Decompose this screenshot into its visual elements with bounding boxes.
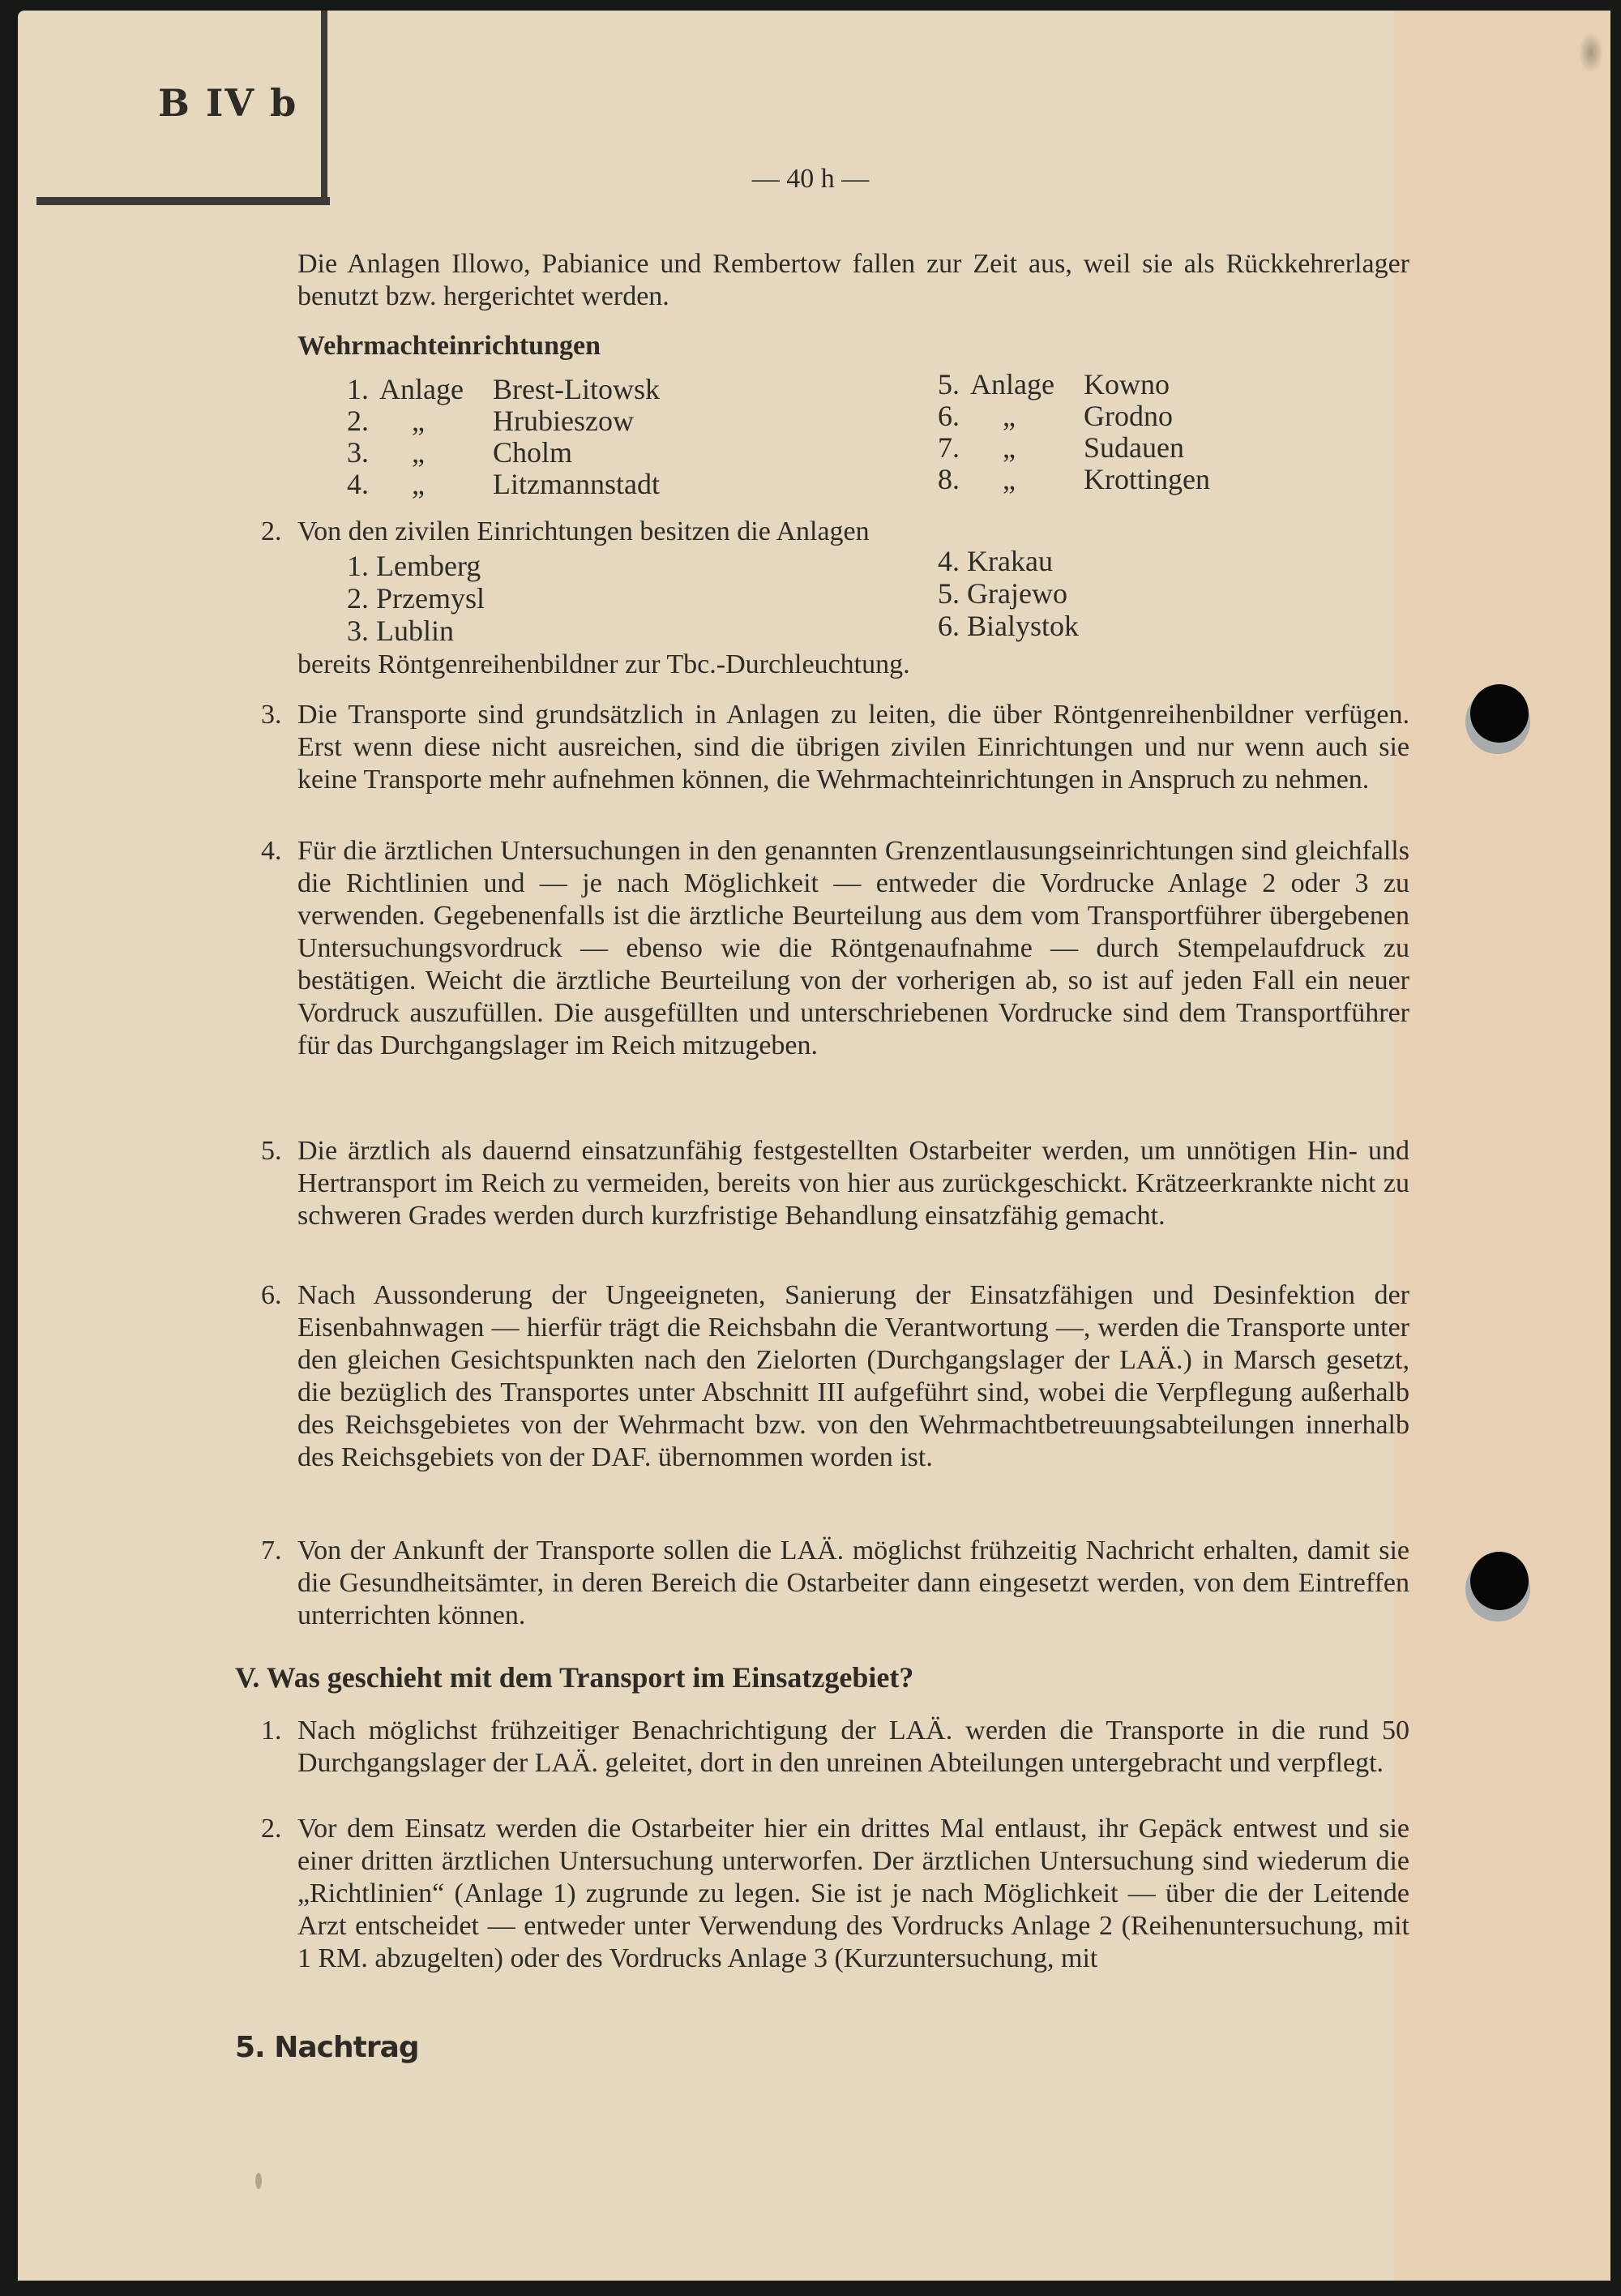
item-number: 6. — [261, 1280, 282, 1310]
civil-facility: 4. Krakau — [938, 545, 1053, 577]
item-text: Die ärztlich als dauernd einsatzunfähig festgestellten Ostarbeiter werden, um unnötigen Hin- und Hertransport im Reich zu vermeiden, bereits von hier aus zurückgeschickt. Krätzeerkrankte nicht zu schweren Grades werden durch kurzfristige Behandlung einsatzfähig gemacht. — [297, 1136, 1409, 1231]
civil-facility: 2. Przemysl — [347, 582, 485, 615]
item-name: Hrubieszow — [493, 405, 634, 437]
numbered-item-4 — [261, 835, 1409, 1062]
numbered-item-5 — [261, 1135, 1409, 1232]
punch-hole — [1470, 1552, 1529, 1610]
item-number: 2. — [261, 1814, 282, 1844]
item-kind: „ — [412, 436, 425, 469]
item-name: Grodno — [1084, 400, 1173, 432]
numbered-item-2 — [261, 516, 1409, 548]
civil-facility: 1. Lemberg — [347, 550, 481, 582]
item-number: 1. — [261, 1716, 282, 1746]
civil-facility: 3. Lublin — [347, 615, 454, 647]
item-text: Von den zivilen Einrichtungen besitzen die Anlagen — [297, 516, 870, 546]
wehrmacht-item — [938, 431, 1184, 464]
item-name: Cholm — [493, 436, 573, 469]
item-number: 3. — [347, 436, 369, 469]
item-text: Nach möglichst frühzeitiger Benachrichtigung der LAÄ. werden die Transporte in die rund 50 Durchgangslager der LAÄ. geleitet, dort in den unreinen Abteilungen untergebracht und verpflegt. — [297, 1716, 1409, 1778]
wehrmacht-item — [347, 405, 634, 437]
ink-smudge — [1579, 32, 1603, 73]
wehrmacht-item — [347, 436, 572, 469]
wehrmacht-item — [938, 368, 1170, 401]
item-number: 7. — [261, 1536, 282, 1566]
paper-overlap-strip — [1394, 11, 1610, 2281]
item-number: 1. — [347, 373, 369, 405]
page-number: — 40 h — — [751, 164, 870, 194]
item-kind: „ — [1003, 431, 1016, 464]
item-number: 4. — [261, 836, 282, 866]
item-number: 2. — [347, 405, 369, 437]
item-number: 5. — [261, 1136, 282, 1166]
item-kind: „ — [1003, 400, 1016, 432]
numbered-item-7 — [261, 1535, 1409, 1632]
numbered-item-3 — [261, 699, 1409, 796]
header-box-horizontal-rule — [36, 197, 330, 205]
wehrmacht-item — [938, 463, 1210, 495]
item-name: Brest-Litowsk — [493, 373, 660, 405]
intro-paragraph: Die Anlagen Illowo, Pabianice und Rembertow fallen zur Zeit aus, weil sie als Rückkehrerlager benutzt bzw. hergerichtet werden. — [297, 249, 1409, 311]
numbered-item-6 — [261, 1279, 1409, 1474]
item-text: Für die ärztlichen Untersuchungen in den genannten Grenzentlausungseinrichtungen sind gleichfalls die Richtlinien und — je nach Möglichkeit — entweder die Vordrucke Anlage 2 oder 3 zu verwenden. Gegebenenfalls ist die ärztliche Beurteilung aus dem vom Transportführer übergebenen Untersuchungsvordruck — ebenso wie die Röntgenaufnahme — durch Stempelaufdruck zu bestätigen. Weicht die ärztliche Beurteilung von der vorherigen ab, so ist auf jeden Fall ein neuer Vordruck auszufüllen. Die ausgefüllten und unterschriebenen Vordrucke sind dem Transportführer für das Durchgangslager im Reich mitzugeben. — [297, 836, 1409, 1060]
item-text: Nach Aussonderung der Ungeeigneten, Sanierung der Einsatzfähigen und Desinfektion der Eisenbahnwagen — hierfür trägt die Reichsbahn die Verantwortung —, werden die Transporte unter den gleichen Gesichtspunkten nach den Zielorten (Durchgangslager der LAÄ.) in Marsch gesetzt, die bezüglich des Transportes unter Abschnitt III aufgeführt sind, wobei die Verpflegung außerhalb des Reichsgebietes von der Wehrmacht bzw. von den Wehrmachtbetreuungsabteilungen innerhalb des Reichsgebiets von der DAF. übernommen worden ist. — [297, 1280, 1409, 1472]
item-text: Von der Ankunft der Transporte sollen die LAÄ. möglichst frühzeitig Nachricht erhalten, damit sie die Gesundheitsämter, in deren Bereich die Ostarbeiter dann eingesetzt werden, von dem Eintreffen unterrichten können. — [297, 1536, 1409, 1630]
item-text: Vor dem Einsatz werden die Ostarbeiter hier ein drittes Mal entlaust, ihr Gepäck entwest und sie einer dritten ärztlichen Untersuchung unterworfen. Der ärztlichen Untersuchung sind wiederum die „Richtlinien“ (Anlage 1) zugrunde zu legen. Sie ist je nach Möglichkeit — über die der Leitende Arzt entscheidet — entweder unter Verwendung des Vordrucks Anlage 2 (Reihenuntersuchung, mit 1 RM. abzugelten) oder des Vordrucks Anlage 3 (Kurzuntersuchung, mit — [297, 1814, 1409, 1973]
item-name: Sudauen — [1084, 431, 1184, 464]
wehrmacht-heading: Wehrmachteinrichtungen — [297, 331, 601, 361]
section-v-heading: V. Was geschieht mit dem Transport im Einsatzgebiet? — [235, 1661, 914, 1694]
item-number: 8. — [938, 463, 960, 495]
item-text: Die Transporte sind grundsätzlich in Anlagen zu leiten, die über Röntgenreihenbildner verfügen. Erst wenn diese nicht ausreichen, sind die übrigen zivilen Einrichtungen und nur wenn auch sie keine Transporte mehr aufnehmen können, die Wehrmachteinrichtungen in Anspruch zu nehmen. — [297, 700, 1409, 795]
wehrmacht-item — [347, 468, 660, 500]
item2-closing: bereits Röntgenreihenbildner zur Tbc.-Durchleuchtung. — [297, 649, 910, 679]
item-number: 4. — [347, 468, 369, 500]
punch-hole — [1470, 684, 1529, 743]
paper-speck — [255, 2173, 262, 2189]
section-v-item-1 — [261, 1715, 1409, 1780]
item-name: Krottingen — [1084, 463, 1210, 495]
item-kind: Anlage — [379, 373, 464, 405]
wehrmacht-item — [347, 373, 660, 405]
civil-facility: 5. Grajewo — [938, 577, 1067, 610]
item-kind: „ — [412, 405, 425, 437]
item-name: Litzmannstadt — [493, 468, 660, 500]
section-v-item-2 — [261, 1813, 1409, 1975]
item-number: 6. — [938, 400, 960, 432]
item-kind: „ — [412, 468, 425, 500]
item-kind: „ — [1003, 463, 1016, 495]
item-number: 5. — [938, 368, 960, 401]
supplement-heading: 5. Nachtrag — [235, 2031, 419, 2064]
item-name: Kowno — [1084, 368, 1170, 401]
item-number: 7. — [938, 431, 960, 464]
item-number: 2. — [261, 516, 282, 546]
wehrmacht-item — [938, 400, 1173, 432]
section-code-label: B IV b — [158, 81, 298, 125]
item-number: 3. — [261, 700, 282, 730]
item-kind: Anlage — [970, 368, 1054, 401]
civil-facility: 6. Bialystok — [938, 610, 1080, 642]
